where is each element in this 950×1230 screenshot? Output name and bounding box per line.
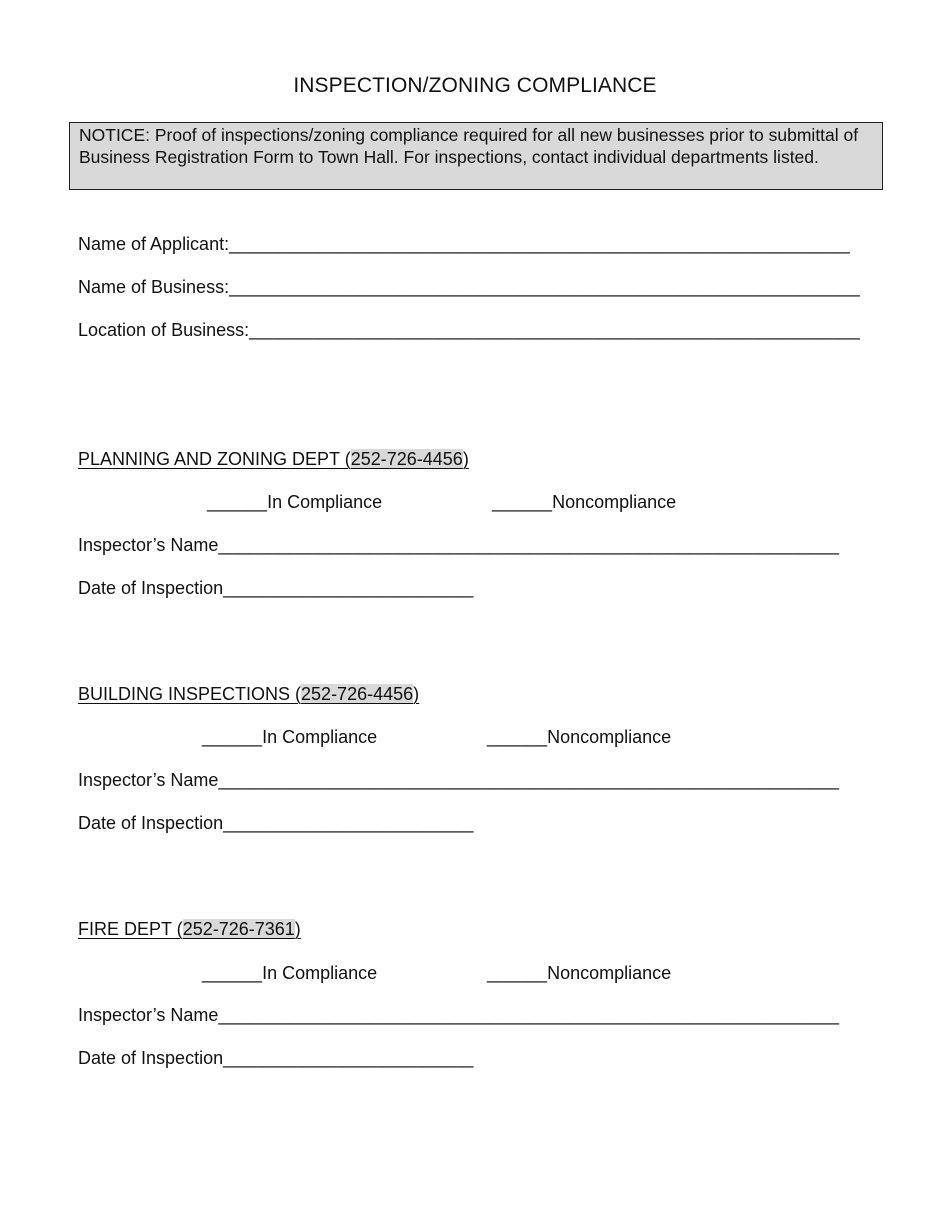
building-inspections-date-of-inspection-field[interactable]: Date of Inspection_________________________ [78,813,474,833]
location-of-business-field[interactable]: Location of Business:_____________________________________________________________ [78,320,860,340]
fire-dept-in-compliance-blank[interactable]: ______In Compliance [202,963,378,983]
planning-zoning-noncompliance-blank[interactable]: ______Noncompliance [492,492,677,512]
building-inspections-noncompliance-blank[interactable]: ______Noncompliance [487,727,672,747]
fire-dept-inspector-name-field[interactable]: Inspector’s Name______________________________________________________________ [78,1005,840,1025]
building-inspections-heading [78,684,419,705]
name-of-applicant-field[interactable]: Name of Applicant:______________________________________________________________ [78,234,850,254]
planning-zoning-inspector-name-field[interactable]: Inspector’s Name______________________________________________________________ [78,535,840,555]
name-of-business-field[interactable]: Name of Business:_______________________________________________________________ [78,277,860,297]
notice-box: NOTICE: Proof of inspections/zoning compliance required for all new businesses prior to submittal of Business Registration Form to Town Hall. For inspections, contact individual departments listed. [69,122,883,190]
planning-zoning-phone: 252-726-4456 [350,449,463,469]
building-inspections-phone: 252-726-4456 [301,684,414,704]
planning-zoning-heading-prefix: PLANNING AND ZONING DEPT ( [78,449,351,469]
planning-zoning-heading-suffix: ) [462,449,469,469]
planning-zoning-heading [78,449,469,470]
fire-dept-noncompliance-blank[interactable]: ______Noncompliance [487,963,672,983]
fire-dept-heading-suffix: ) [294,919,301,939]
building-inspections-in-compliance-blank[interactable]: ______In Compliance [202,727,378,747]
fire-dept-date-of-inspection-field[interactable]: Date of Inspection_________________________ [78,1048,474,1068]
fire-dept-phone: 252-726-7361 [182,919,295,939]
planning-zoning-date-of-inspection-field[interactable]: Date of Inspection_________________________ [78,578,474,598]
building-inspections-inspector-name-field[interactable]: Inspector’s Name______________________________________________________________ [78,770,840,790]
planning-zoning-in-compliance-blank[interactable]: ______In Compliance [207,492,383,512]
fire-dept-heading [78,919,301,940]
building-inspections-heading-suffix: ) [413,684,420,704]
building-inspections-heading-prefix: BUILDING INSPECTIONS ( [78,684,302,704]
document-title: INSPECTION/ZONING COMPLIANCE [293,74,657,97]
fire-dept-heading-prefix: FIRE DEPT ( [78,919,183,939]
